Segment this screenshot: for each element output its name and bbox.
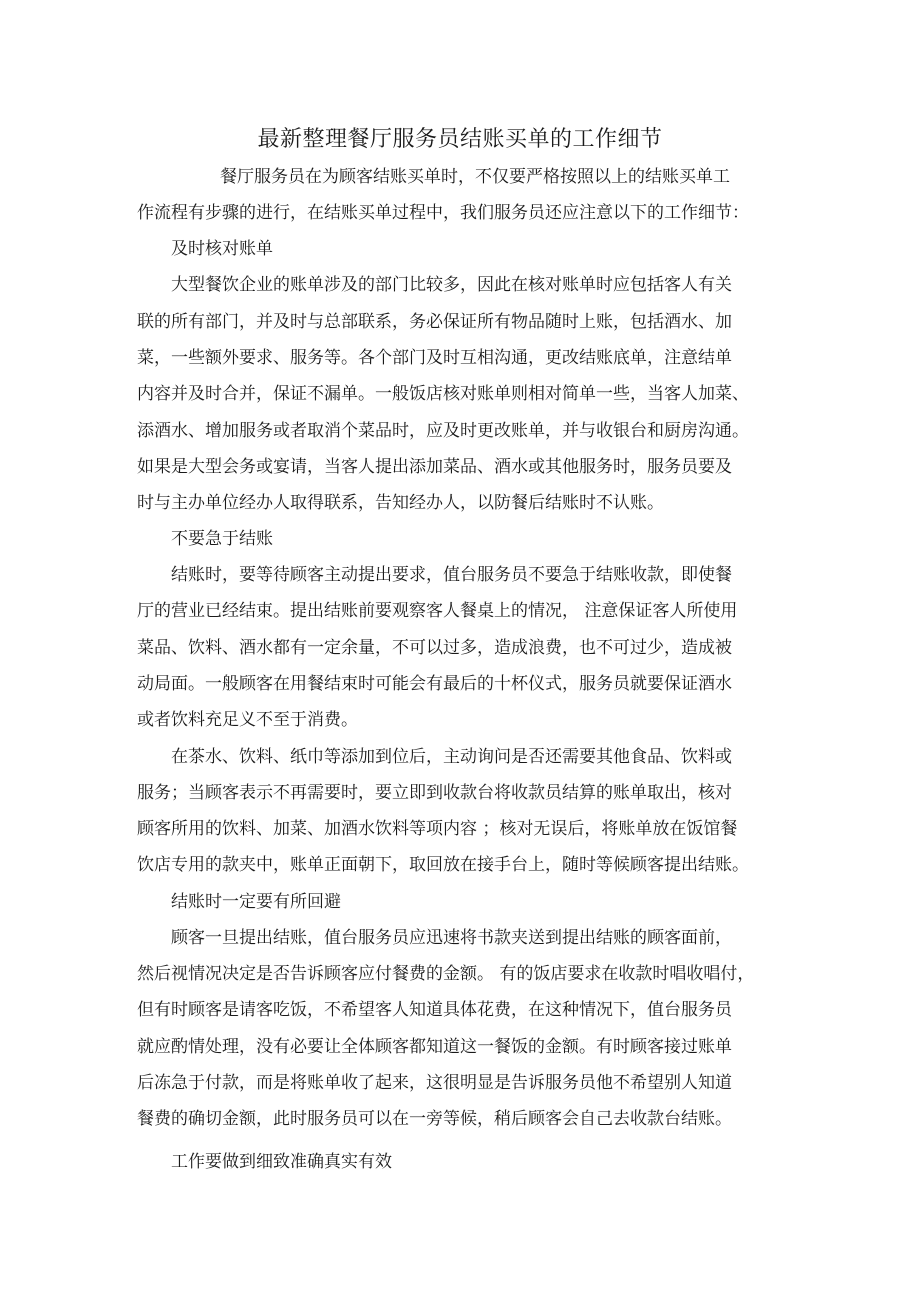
section-heading: 不要急于结账 [171,529,273,549]
paragraph-line: 添酒水、增加服务或者取消个菜品时，应及时更改账单，并与收银台和厨房沟通。 [137,421,749,441]
paragraph-line: 但有时顾客是请客吃饭，不希望客人知道具体花费，在这种情况下，值台服务员 [137,1000,732,1020]
paragraph-line: 结账时，要等待顾客主动提出要求，值台服务员不要急于结账收款，即使餐 [171,565,732,585]
paragraph-line: 动局面。一般顾客在用餐结束时可能会有最后的十杯仪式，服务员就要保证酒水 [137,674,732,694]
paragraph-line: 或者饮料充足义不至于消费。 [137,710,358,730]
paragraph-line: 菜，一些额外要求、服务等。各个部门及时互相沟通，更改结账底单，注意结单 [137,348,732,368]
paragraph-line: 顾客一旦提出结账，值台服务员应迅速将书款夹送到提出结账的顾客面前， [171,928,732,948]
paragraph-line: 内容并及时合并，保证不漏单。一般饭店核对账单则相对简单一些，当客人加菜、 [137,384,749,404]
paragraph-line: 顾客所用的饮料、加菜、加酒水饮料等项内容 ；核对无误后，将账单放在饭馆餐 [137,819,738,839]
paragraph-line: 如果是大型会务或宴请，当客人提出添加菜品、酒水或其他服务时，服务员要及 [137,457,732,477]
paragraph-line: 餐厅服务员在为顾客结账买单时，不仅要严格按照以上的结账买单工 [220,167,730,187]
paragraph-line: 然后视情况决定是否告诉顾客应付餐费的金额。 有的饭店要求在收款时唱收唱付， [137,964,755,984]
paragraph-line: 后冻急于付款，而是将账单收了起来，这很明显是告诉服务员他不希望别人知道 [137,1073,732,1093]
paragraph-line: 厅的营业已经结束。提出结账前要观察客人餐桌上的情况， 注意保证客人所使用 [137,601,738,621]
paragraph-line: 菜品、饮料、酒水都有一定余量，不可以过多，造成浪费，也不可过少，造成被 [137,638,732,658]
paragraph-line: 就应酌情处理，没有必要让全体顾客都知道这一餐饭的金额。有时顾客接过账单 [137,1037,732,1057]
paragraph-line: 联的所有部门，并及时与总部联系，务必保证所有物品随时上账，包括酒水、加 [137,312,732,332]
paragraph-line: 时与主办单位经办人取得联系，告知经办人，以防餐后结账时不认账。 [137,493,664,513]
paragraph-line: 餐费的确切金额，此时服务员可以在一旁等候，稍后顾客会自己去收款台结账。 [137,1109,732,1129]
paragraph-line: 饮店专用的款夹中，账单正面朝下，取回放在接手台上，随时等候顾客提出结账。 [137,855,749,875]
section-heading: 及时核对账单 [171,239,273,259]
paragraph-line: 大型餐饮企业的账单涉及的部门比较多，因此在核对账单时应包括客人有关 [171,275,732,295]
document-title: 最新整理餐厅服务员结账买单的工作细节 [257,127,663,152]
paragraph-line: 作流程有步骤的进行，在结账买单过程中，我们服务员还应注意以下的工作细节： [137,203,749,223]
section-heading: 结账时一定要有所回避 [171,892,341,912]
paragraph-line: 在茶水、饮料、纸巾等添加到位后，主动询问是否还需要其他食品、饮料或 [171,747,732,767]
paragraph-line: 服务；当顾客表示不再需要时，要立即到收款台将收款员结算的账单取出，核对 [137,783,732,803]
section-heading: 工作要做到细致准确真实有效 [171,1152,392,1172]
